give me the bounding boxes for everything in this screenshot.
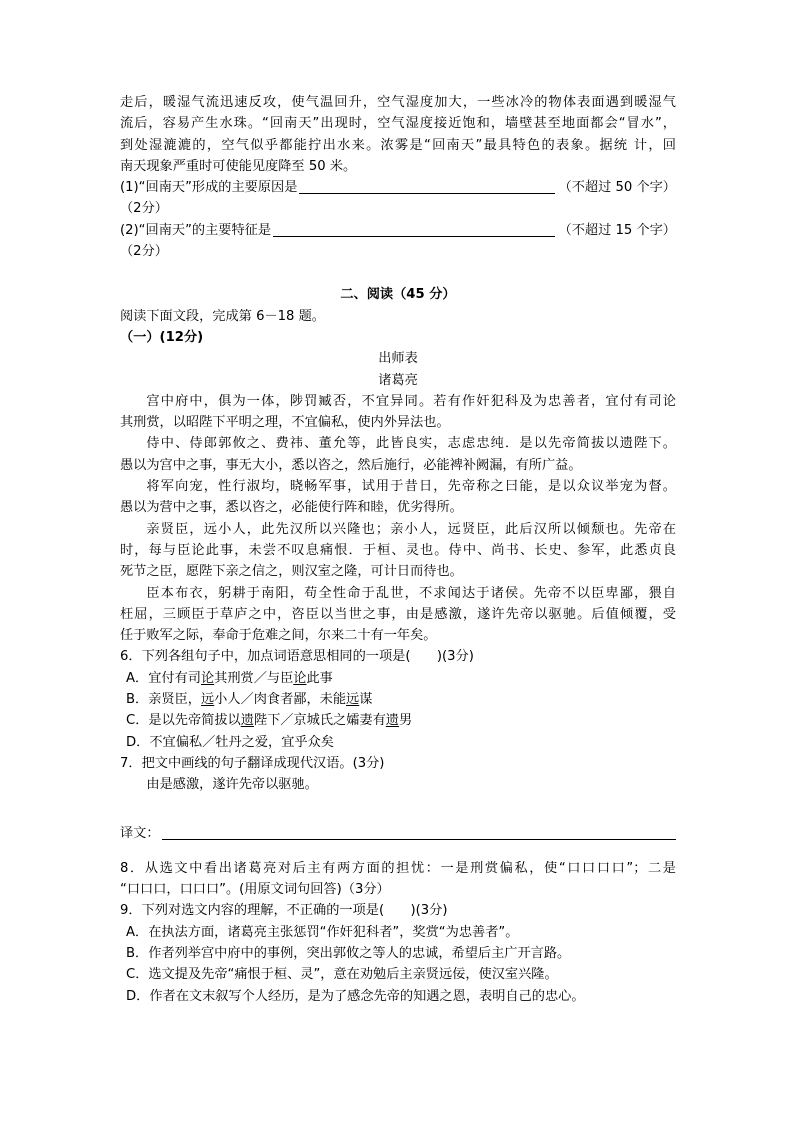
option-text: D．不宜偏 <box>126 734 189 750</box>
essay-body <box>120 391 676 647</box>
text-line: 死节之臣，愿陛下亲之信之，则汉室之隆，可计日而待也。 <box>120 564 463 580</box>
dotted-word: 远 <box>346 692 360 708</box>
dotted-word: 遗 <box>240 713 254 729</box>
part-label: （一）(12分) <box>120 329 204 345</box>
translation-row <box>120 823 676 844</box>
dotted-word: 论 <box>293 670 307 686</box>
question-prefix: (1)“回南天”形成的主要原因是 <box>120 180 298 196</box>
option-d[interactable]: D．作者在文末叙写个人经历，是为了感念先帝的知遇之恩，表明自己的忠心。 <box>126 988 585 1004</box>
dotted-word: 遗 <box>385 713 399 729</box>
question-6 <box>120 646 676 752</box>
option-text: 男 <box>398 713 413 729</box>
question-8 <box>120 858 676 901</box>
underlined-sentence: 由是感激，遂许先帝以驱驰。 <box>146 777 318 793</box>
section-instruction: 阅读下面文段，完成第 6－18 题。 <box>120 308 325 324</box>
dotted-word: 论 <box>200 670 215 686</box>
text-line: 侍中、侍郎郭攸之、费祎、董允等，此皆良实，志虑忠纯．是以先帝简拔以遗陛下。 <box>146 436 676 452</box>
text-line: 臣本布衣，躬耕于南阳，苟全性命于乱世，不求闻达于诸侯。先帝不以臣卑鄙，猥自 <box>146 585 676 601</box>
question-prefix: (2)“回南天”的主要特征是 <box>120 222 272 238</box>
question-9 <box>120 900 676 1006</box>
answer-blank[interactable] <box>273 222 554 237</box>
option-text: 其刑赏／与臣 <box>214 670 294 686</box>
option-text: 陛下／京城氏之孀妻有 <box>253 713 386 729</box>
text-line: 其刑赏，以昭陛下平明之理，不宜偏私，使内外异法也。 <box>120 415 450 431</box>
dotted-word: 私 <box>188 734 203 750</box>
question-7 <box>120 753 676 844</box>
option-b[interactable]: B．作者列举宫中府中的事例，突出郭攸之等人的忠诚，希望后主广开言路。 <box>126 945 571 961</box>
text-line: 愚以为营中之事，悉以咨之，必能使行阵和睦，优劣得所。 <box>120 500 463 516</box>
text-line: 走后，暖湿气流迅速反攻，使气温回升，空气湿度加大，一些冰冷的物体表面遇到暖湿气 <box>120 95 676 110</box>
option-text: 小人／肉食者鄙，未能 <box>214 692 347 708</box>
text-line: 宫中府中，俱为一体，陟罚臧否，不宜异同。若有作奸犯科及为忠善者，宜付有司论 <box>146 393 676 409</box>
text-line: 到处湿漉漉的，空气似乎都能拧出水来。浓雾是“回南天”最具特色的表象。据统 计，回 <box>120 137 676 153</box>
question-limit: （不超过 50 个字） <box>558 180 676 196</box>
text-line: 枉屈，三顾臣于草庐之中，咨臣以当世之事，由是感激，遂许先帝以驱驰。后值倾覆，受 <box>120 606 676 622</box>
question-stem: 8．从选文中看出诸葛亮对后主有两方面的担忧：一是刑赏偏私，使“口口口口”；二是 <box>120 860 676 876</box>
question-limit: （不超过 15 个字） <box>558 222 676 238</box>
option-text: C．是以先帝简拔以 <box>126 713 241 729</box>
section-title: 二、阅读（45 分） <box>340 287 456 303</box>
question-score: （2分） <box>120 201 168 217</box>
option-text: ／牡丹之爱，宜乎众矣 <box>202 734 334 750</box>
text-line: 任于败军之际，奉命于危难之间，尔来二十有一年矣。 <box>120 628 437 644</box>
dotted-word: 远 <box>200 692 215 708</box>
question-stem: “口口口，口口口”。(用原文词句回答)（3分） <box>120 882 390 898</box>
option-text: 谋 <box>359 692 373 708</box>
question-stem: 7．把文中画线的句子翻译成现代汉语。(3分) <box>120 755 385 771</box>
essay-author: 诸葛亮 <box>378 372 418 388</box>
text-line: 时，每与臣论此事，未尝不叹息痛恨．于桓、灵也。侍中、尚书、长史、参军，此悉贞良 <box>120 542 676 558</box>
option-text: B．亲贤臣， <box>126 692 201 708</box>
text-line: 流后，容易产生水珠。“回南天”出现时，空气湿度接近饱和，墙壁甚至地面都会“冒水”， <box>120 116 676 132</box>
option-a[interactable] <box>120 668 676 689</box>
intro-passage <box>120 92 676 177</box>
option-b[interactable] <box>120 689 676 710</box>
question-2 <box>120 220 676 241</box>
text-line: 愚以为宫中之事，事无大小，悉以咨之，然后施行，必能裨补阙漏，有所广益。 <box>120 457 582 473</box>
exam-page <box>120 92 676 1007</box>
text-line: 亲贤臣，远小人，此先汉所以兴隆也；亲小人，远贤臣，此后汉所以倾颓也。先帝在 <box>146 521 676 537</box>
question-stem: 6．下列各组句子中，加点词语意思相同的一项是( )(3分) <box>120 649 474 665</box>
option-a[interactable]: A．在执法方面，诸葛亮主张惩罚“作奸犯科者”，奖赏“为忠善者”。 <box>126 924 519 940</box>
option-c[interactable] <box>120 710 676 731</box>
text-line: 将军向宠，性行淑均，晓畅军事，试用于昔日，先帝称之曰能，是以众议举宠为督。 <box>146 479 676 495</box>
question-score: （2分） <box>120 244 168 260</box>
option-c[interactable]: C．选文提及先帝“痛恨于桓、灵”，意在劝勉后主亲贤远佞，使汉室兴隆。 <box>126 967 558 983</box>
question-stem: 9．下列对选文内容的理解，不正确的一项是( )(3分) <box>120 903 448 919</box>
essay-title: 出师表 <box>378 351 418 367</box>
option-text: 此事 <box>306 670 333 686</box>
translation-answer-line[interactable] <box>162 825 676 840</box>
answer-blank[interactable] <box>299 179 554 194</box>
text-line: 南天现象严重时可使能见度降至 50 米。 <box>120 158 357 174</box>
option-d[interactable] <box>120 732 676 753</box>
option-text: A．宜付有司 <box>126 670 201 686</box>
translation-label: 译文： <box>120 825 160 841</box>
question-1 <box>120 177 676 198</box>
